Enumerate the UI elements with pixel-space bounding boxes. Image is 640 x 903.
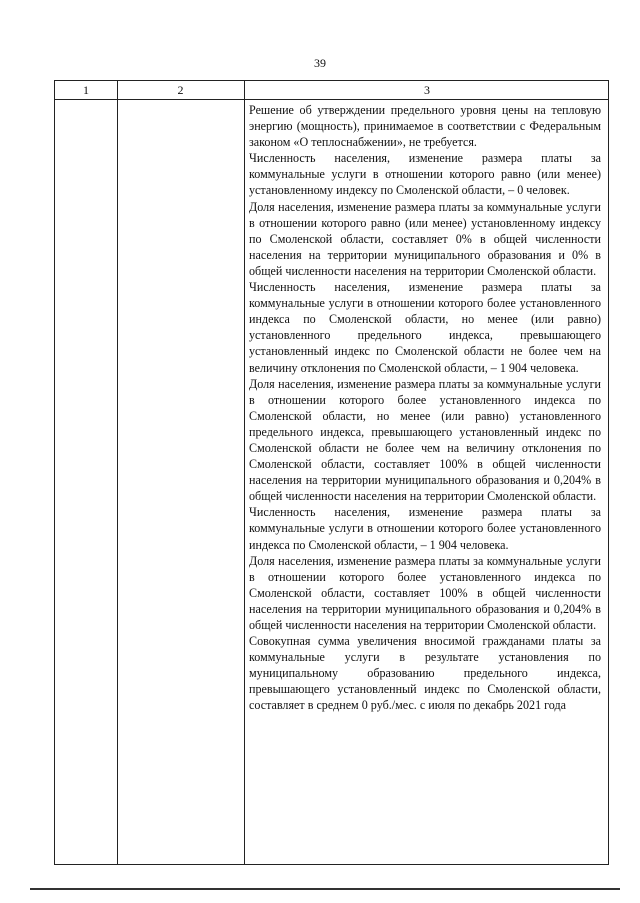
paragraph: Доля населения, изменение размера платы за коммунальные услуги в отношении которого более установленного индекса по Смоленской области, составляет 100% в общей численности населения на территории муниципального образования и 0,204% в общей численности населения на территории Смоленской области.	[249, 553, 601, 632]
page-number: 39	[314, 56, 326, 70]
page-bottom-rule	[30, 888, 620, 890]
document-table	[54, 80, 609, 865]
paragraph: Доля населения, изменение размера платы за коммунальные услуги в отношении которого более установленного индекса по Смоленской области, но менее (или равно) установленного предельного индекса, превышающего установленный индекс по Смоленской области не более чем на величину отклонения по Смоленской области, составляет 100% в общей численности населения на территории муниципального образования и 0,204% в общей численности населения на территории Смоленской области.	[249, 376, 601, 504]
paragraph: Доля населения, изменение размера платы за коммунальные услуги в отношении которого равно (или менее) установленному индексу по Смоленской области, составляет 0% в общей численности населения на территории муниципального образования и 0% в общей численности населения на территории Смоленской области.	[249, 199, 601, 278]
column-divider	[244, 81, 245, 864]
paragraph: Совокупная сумма увеличения вносимой гражданами платы за коммунальные услуги в результате установления по муниципальному образованию предельного индекса, превышающего установленный индекс по Смоленской области, составляет в среднем 0 руб./мес. с июля по декабрь 2021 года	[249, 634, 601, 713]
column-3-content	[249, 102, 601, 714]
column-divider	[117, 81, 118, 864]
column-header-2: 2	[177, 83, 184, 97]
paragraph: Численность населения, изменение размера платы за коммунальные услуги в отношении которого равно (или менее) установленному индексу по Смоленской области, – 0 человек.	[249, 151, 601, 198]
paragraph: Численность населения, изменение размера платы за коммунальные услуги в отношении которого более установленного индекса по Смоленской области, но менее (или равно) установленного предельного индекса, превышающего установленный индекс по Смоленской области не более чем на величину отклонения по Смоленской области, – 1 904 человека.	[249, 280, 601, 375]
paragraph: Численность населения, изменение размера платы за коммунальные услуги в отношении которого более установленного индекса по Смоленской области, – 1 904 человека.	[249, 505, 601, 552]
header-divider	[55, 99, 608, 100]
column-header-3: 3	[424, 83, 430, 97]
paragraph: Решение об утверждении предельного уровня цены на тепловую энергию (мощность), принимаемое в соответствии с Федеральным законом «О теплоснабжении», не требуется.	[249, 103, 601, 150]
column-header-1: 1	[83, 83, 89, 97]
